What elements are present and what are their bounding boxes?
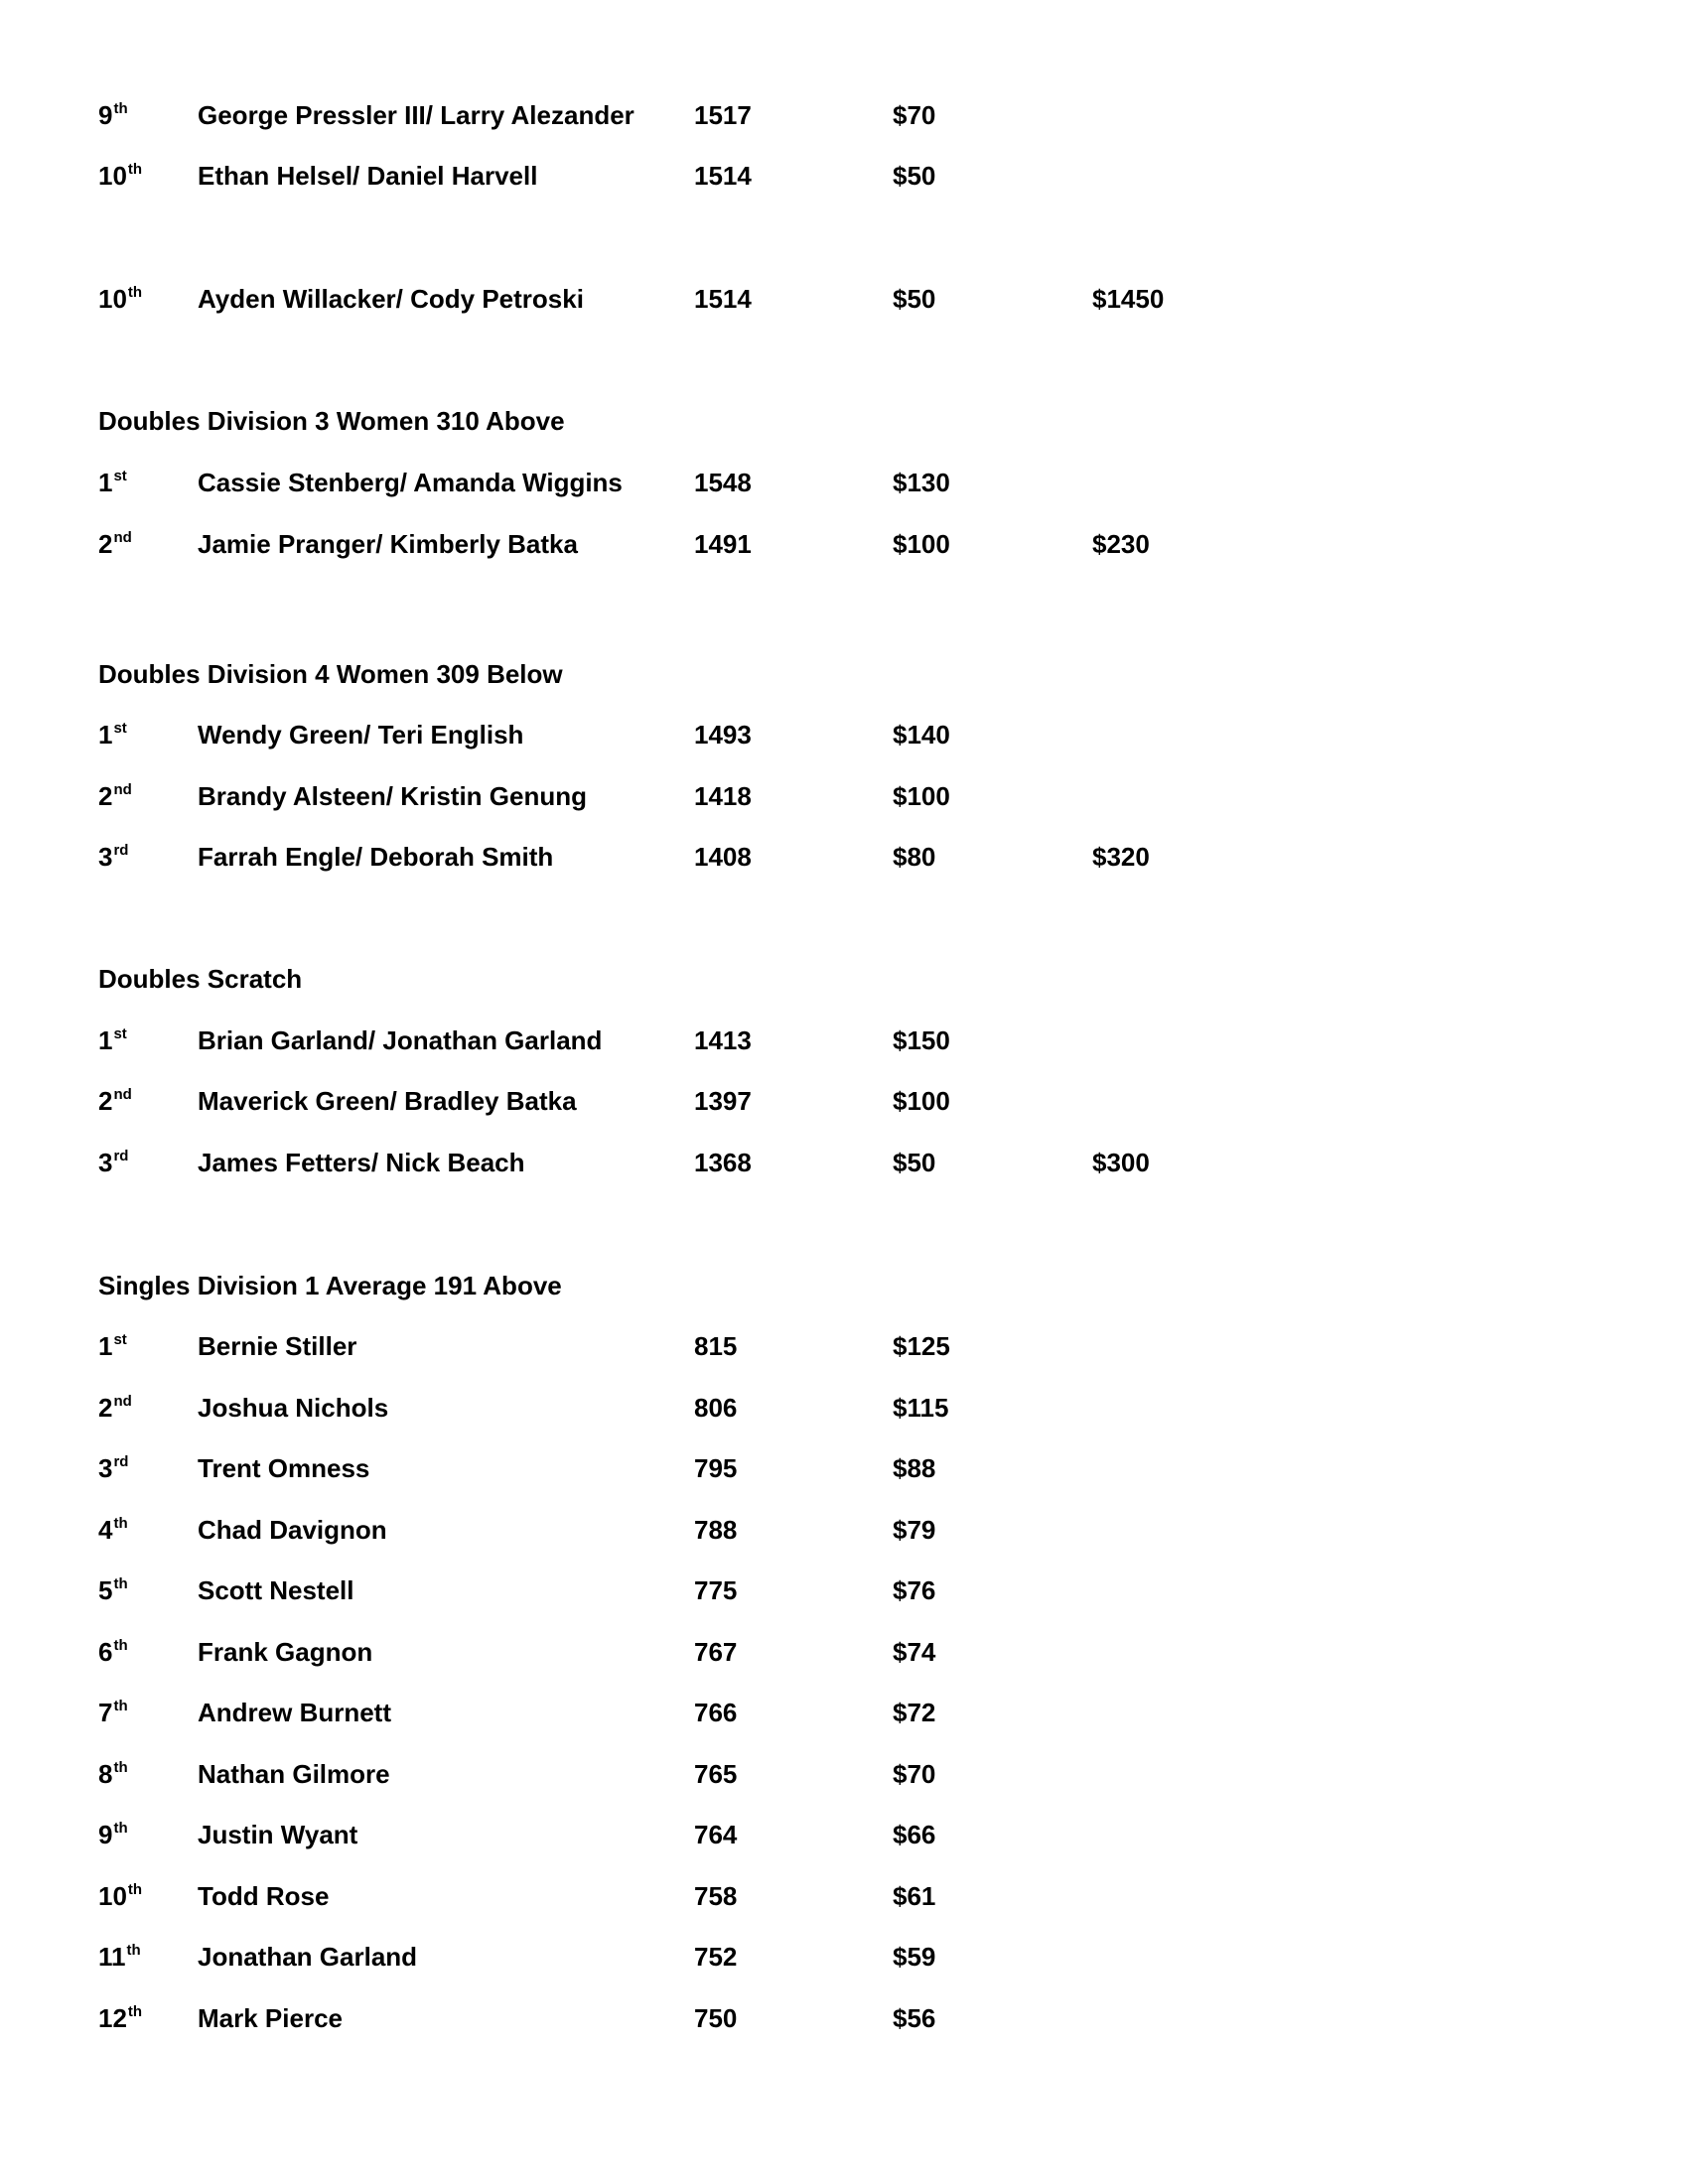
result-row	[98, 1815, 1488, 1854]
division-total: $320	[1092, 842, 1150, 872]
prize: $100	[893, 1086, 950, 1116]
prize: $70	[893, 1759, 936, 1789]
result-row	[98, 95, 1488, 135]
bowler-names: Jamie Pranger/ Kimberly Batka	[198, 529, 578, 559]
score: 750	[694, 2003, 738, 2033]
score: 1514	[694, 284, 752, 314]
prize: $50	[893, 161, 936, 191]
result-row	[98, 1876, 1488, 1916]
prize: $140	[893, 720, 950, 750]
score: 1397	[694, 1086, 752, 1116]
result-row	[98, 776, 1488, 816]
result-row	[98, 1021, 1488, 1060]
place: 1st	[98, 468, 127, 497]
score: 1493	[694, 720, 752, 750]
score: 1548	[694, 468, 752, 497]
prize: $76	[893, 1575, 936, 1605]
result-row	[98, 1570, 1488, 1610]
prize: $70	[893, 100, 936, 130]
score: 1491	[694, 529, 752, 559]
score: 1418	[694, 781, 752, 811]
bowler-names: Maverick Green/ Bradley Batka	[198, 1086, 577, 1116]
bowler-names: Cassie Stenberg/ Amanda Wiggins	[198, 468, 623, 497]
score: 795	[694, 1453, 738, 1483]
bowler-name: Joshua Nichols	[198, 1393, 389, 1423]
place: 2nd	[98, 1086, 132, 1116]
prize: $72	[893, 1698, 936, 1727]
bowler-name: Trent Omness	[198, 1453, 370, 1483]
bowler-names: Farrah Engle/ Deborah Smith	[198, 842, 554, 872]
place: 1st	[98, 1025, 127, 1055]
place: 1st	[98, 720, 127, 750]
result-row	[98, 1510, 1488, 1550]
place: 6th	[98, 1637, 128, 1667]
score: 1408	[694, 842, 752, 872]
prize: $115	[893, 1393, 949, 1423]
score: 1517	[694, 100, 752, 130]
result-row	[98, 1937, 1488, 1977]
score: 765	[694, 1759, 738, 1789]
place: 11th	[98, 1942, 141, 1972]
place: 5th	[98, 1575, 128, 1605]
bowler-name: Justin Wyant	[198, 1820, 358, 1849]
prize: $125	[893, 1331, 950, 1361]
division-total: $300	[1092, 1148, 1150, 1177]
section-heading-doubles-scratch: Doubles Scratch	[98, 964, 303, 994]
prize: $74	[893, 1637, 936, 1667]
result-row	[98, 524, 1488, 564]
bowler-name: Scott Nestell	[198, 1575, 354, 1605]
prize: $88	[893, 1453, 936, 1483]
result-row	[98, 156, 1488, 196]
score: 788	[694, 1515, 738, 1545]
bowler-names: George Pressler III/ Larry Alezander	[198, 100, 634, 130]
prize: $150	[893, 1025, 950, 1055]
bowler-names: James Fetters/ Nick Beach	[198, 1148, 525, 1177]
bowler-name: Nathan Gilmore	[198, 1759, 390, 1789]
prize: $56	[893, 2003, 936, 2033]
prize: $50	[893, 284, 936, 314]
result-row	[98, 1388, 1488, 1428]
place: 10th	[98, 1881, 143, 1911]
score: 775	[694, 1575, 738, 1605]
bowler-names: Ayden Willacker/ Cody Petroski	[198, 284, 584, 314]
result-row	[98, 1326, 1488, 1366]
place: 3rd	[98, 1453, 129, 1483]
score: 815	[694, 1331, 738, 1361]
result-row	[98, 837, 1488, 877]
bowler-name: Chad Davignon	[198, 1515, 387, 1545]
prize: $66	[893, 1820, 936, 1849]
score: 1368	[694, 1148, 752, 1177]
prize: $50	[893, 1148, 936, 1177]
prize: $130	[893, 468, 950, 497]
place: 4th	[98, 1515, 128, 1545]
result-row	[98, 279, 1488, 319]
place: 1st	[98, 1331, 127, 1361]
bowler-names: Wendy Green/ Teri English	[198, 720, 524, 750]
place: 2nd	[98, 781, 132, 811]
result-row	[98, 1143, 1488, 1182]
result-row	[98, 1998, 1488, 2038]
result-row	[98, 1632, 1488, 1672]
prize: $61	[893, 1881, 936, 1911]
section-heading-singles-div1: Singles Division 1 Average 191 Above	[98, 1271, 562, 1300]
result-row	[98, 1448, 1488, 1488]
division-total: $1450	[1092, 284, 1165, 314]
place: 2nd	[98, 529, 132, 559]
place: 2nd	[98, 1393, 132, 1423]
result-row	[98, 1081, 1488, 1121]
score: 1413	[694, 1025, 752, 1055]
place: 7th	[98, 1698, 128, 1727]
score: 767	[694, 1637, 738, 1667]
score: 752	[694, 1942, 738, 1972]
bowler-name: Mark Pierce	[198, 2003, 343, 2033]
score: 764	[694, 1820, 738, 1849]
bowler-names: Brian Garland/ Jonathan Garland	[198, 1025, 603, 1055]
place: 9th	[98, 1820, 128, 1849]
prize: $59	[893, 1942, 936, 1972]
bowler-names: Ethan Helsel/ Daniel Harvell	[198, 161, 538, 191]
place: 3rd	[98, 842, 129, 872]
result-row	[98, 463, 1488, 502]
division-total: $230	[1092, 529, 1150, 559]
result-row	[98, 1754, 1488, 1794]
prize: $100	[893, 781, 950, 811]
section-heading-div3-women: Doubles Division 3 Women 310 Above	[98, 406, 565, 436]
score: 806	[694, 1393, 738, 1423]
result-row	[98, 715, 1488, 754]
place: 10th	[98, 284, 143, 314]
bowler-name: Bernie Stiller	[198, 1331, 357, 1361]
place: 8th	[98, 1759, 128, 1789]
bowler-name: Frank Gagnon	[198, 1637, 373, 1667]
result-row	[98, 1693, 1488, 1732]
bowler-name: Todd Rose	[198, 1881, 330, 1911]
score: 766	[694, 1698, 738, 1727]
bowler-name: Jonathan Garland	[198, 1942, 418, 1972]
bowler-names: Brandy Alsteen/ Kristin Genung	[198, 781, 587, 811]
prize: $100	[893, 529, 950, 559]
place: 9th	[98, 100, 128, 130]
prize: $79	[893, 1515, 936, 1545]
score: 758	[694, 1881, 738, 1911]
section-heading-div4-women: Doubles Division 4 Women 309 Below	[98, 659, 563, 689]
score: 1514	[694, 161, 752, 191]
prize: $80	[893, 842, 936, 872]
place: 3rd	[98, 1148, 129, 1177]
place: 10th	[98, 161, 143, 191]
place: 12th	[98, 2003, 143, 2033]
bowler-name: Andrew Burnett	[198, 1698, 391, 1727]
